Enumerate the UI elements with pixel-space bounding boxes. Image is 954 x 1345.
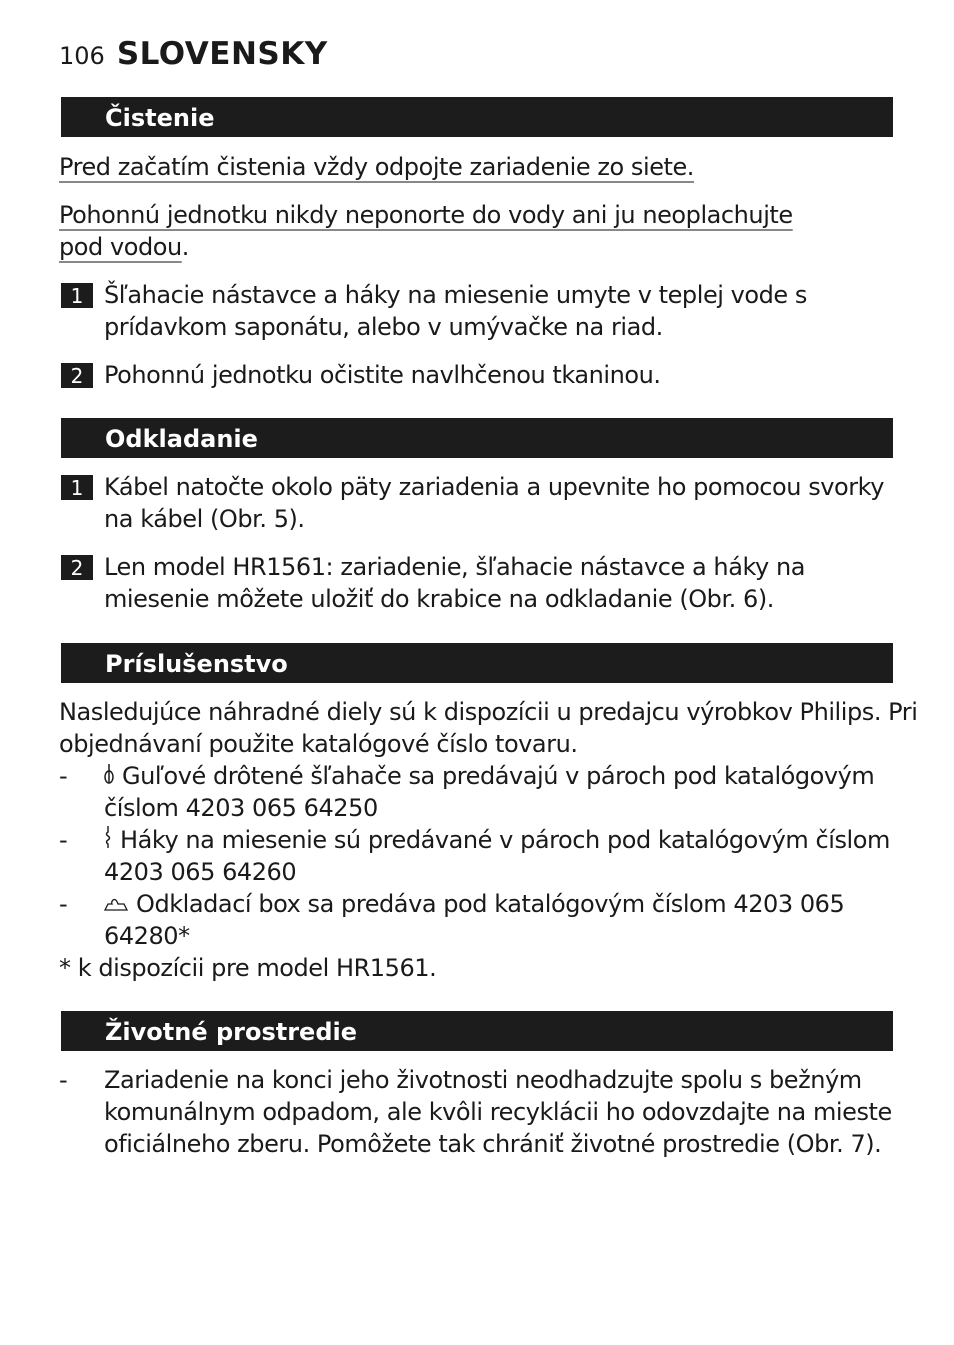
storage-step-1-number: 1 xyxy=(61,475,93,500)
page-number: 106 xyxy=(59,42,105,70)
accessories-item-3-text: Odkladací box sa predáva pod katalógovým číslom 4203 065 xyxy=(136,890,845,918)
storage-step-1-line-2: na kábel (Obr. 5). xyxy=(104,505,305,533)
accessories-item-2-dash: - xyxy=(59,826,68,854)
accessories-item-3-line-1 xyxy=(104,888,844,921)
storage-step-2-line-1: Len model HR1561: zariadenie, šľahacie nástavce a háky na xyxy=(104,553,805,581)
accessories-item-3-dash: - xyxy=(59,890,68,918)
cleaning-step-1-number: 1 xyxy=(61,283,93,308)
section-heading-accessories: Príslušenstvo xyxy=(61,643,893,683)
accessories-item-2-text: Háky na miesenie sú predávané v pároch pod katalógovým číslom xyxy=(120,826,890,854)
accessories-intro-line-1: Nasledujúce náhradné diely sú k dispozícii u predajcu výrobkov Philips. Pri xyxy=(59,698,918,726)
cleaning-step-2-line-1: Pohonnú jednotku očistite navlhčenou tkaninou. xyxy=(104,361,661,389)
storage-step-1-line-1: Kábel natočte okolo päty zariadenia a upevnite ho pomocou svorky xyxy=(104,473,885,501)
cleaning-step-2-number: 2 xyxy=(61,363,93,388)
section-heading-storage: Odkladanie xyxy=(61,418,893,458)
cleaning-step-1-line-2: prídavkom saponátu, alebo v umývačke na riad. xyxy=(104,313,663,341)
accessories-item-1-text: Guľové drôtené šľahače sa predávajú v pároch pod katalógovým xyxy=(122,762,875,790)
environment-item-1-line-2: komunálnym odpadom, ale kvôli recyklácii ho odovzdajte na mieste xyxy=(104,1098,892,1126)
page-language: SLOVENSKY xyxy=(116,36,328,72)
kneading-hook-icon xyxy=(104,825,112,857)
accessories-item-1-line-2: číslom 4203 065 64250 xyxy=(104,794,378,822)
environment-item-1-line-3: oficiálneho zberu. Pomôžete tak chrániť životné prostredie (Obr. 7). xyxy=(104,1130,882,1158)
storage-step-2-number: 2 xyxy=(61,555,93,580)
cleaning-warning-2-end: . xyxy=(181,233,189,261)
cleaning-warning-1-text: Pred začatím čistenia vždy odpojte zariadenie zo siete. xyxy=(59,153,694,181)
cleaning-warning-1 xyxy=(59,151,694,183)
accessories-item-2-line-2: 4203 065 64260 xyxy=(104,858,297,886)
whisk-icon xyxy=(104,761,114,793)
cleaning-warning-2-line-1 xyxy=(59,199,793,231)
cleaning-warning-2-line-1-text: Pohonnú jednotku nikdy neponorte do vody ani ju neoplachujte xyxy=(59,201,793,229)
environment-item-1-line-1: Zariadenie na konci jeho životnosti neodhadzujte spolu s bežným xyxy=(104,1066,862,1094)
accessories-item-1-line-1 xyxy=(104,760,874,793)
storage-box-icon xyxy=(104,889,128,921)
accessories-item-1-dash: - xyxy=(59,762,68,790)
section-heading-environment: Životné prostredie xyxy=(61,1011,893,1051)
section-heading-cleaning: Čistenie xyxy=(61,97,893,137)
environment-item-1-dash: - xyxy=(59,1066,68,1094)
cleaning-warning-2-line-2-text: pod vodou xyxy=(59,233,182,261)
cleaning-warning-2-line-2 xyxy=(59,231,189,263)
cleaning-step-1-line-1: Šľahacie nástavce a háky na miesenie umyte v teplej vode s xyxy=(104,281,807,309)
storage-step-2-line-2: miesenie môžete uložiť do krabice na odkladanie (Obr. 6). xyxy=(104,585,774,613)
accessories-intro-line-2: objednávaní použite katalógové číslo tovaru. xyxy=(59,730,578,758)
page-header xyxy=(59,36,328,72)
accessories-item-3-line-2: 64280* xyxy=(104,922,190,950)
accessories-footnote: * k dispozícii pre model HR1561. xyxy=(59,954,437,982)
accessories-item-2-line-1 xyxy=(104,824,890,857)
